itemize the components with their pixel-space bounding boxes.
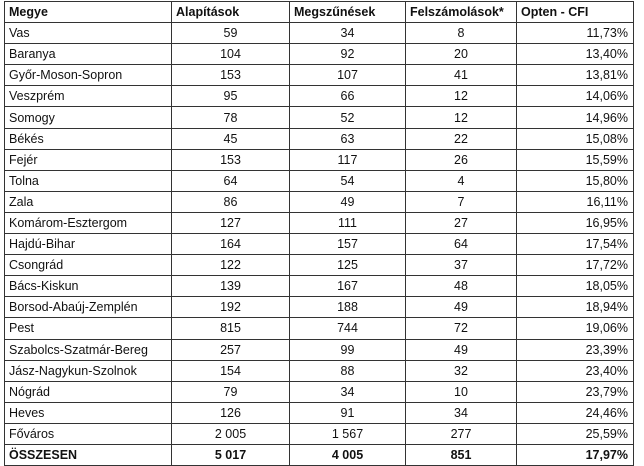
opten-cfi-cell: 15,08% — [517, 128, 634, 149]
county-cell: Pest — [5, 318, 172, 339]
table-row — [5, 276, 634, 297]
terminations-cell: 744 — [290, 318, 406, 339]
foundings-cell: 164 — [172, 234, 290, 255]
county-cell: Komárom-Esztergom — [5, 212, 172, 233]
foundings-cell: 126 — [172, 402, 290, 423]
liquidations-cell: 22 — [406, 128, 517, 149]
county-cell: Veszprém — [5, 86, 172, 107]
foundings-cell: 95 — [172, 86, 290, 107]
foundings-cell: 78 — [172, 107, 290, 128]
table-row — [5, 191, 634, 212]
table-row — [5, 318, 634, 339]
table-row — [5, 128, 634, 149]
liquidations-cell: 20 — [406, 44, 517, 65]
header-terminations: Megszűnések — [290, 2, 406, 23]
terminations-cell: 117 — [290, 149, 406, 170]
foundings-cell: 59 — [172, 23, 290, 44]
table-row — [5, 423, 634, 444]
table-row — [5, 360, 634, 381]
liquidations-cell: 277 — [406, 423, 517, 444]
foundings-cell: 122 — [172, 255, 290, 276]
table-row — [5, 234, 634, 255]
opten-cfi-cell: 17,72% — [517, 255, 634, 276]
header-opten-cfi: Opten - CFI — [517, 2, 634, 23]
liquidations-cell: 48 — [406, 276, 517, 297]
foundings-cell: 154 — [172, 360, 290, 381]
terminations-cell: 34 — [290, 381, 406, 402]
opten-cfi-cell: 16,11% — [517, 191, 634, 212]
table-body — [5, 23, 634, 466]
liquidations-cell: 72 — [406, 318, 517, 339]
liquidations-cell: 7 — [406, 191, 517, 212]
opten-cfi-cell: 14,06% — [517, 86, 634, 107]
terminations-cell: 34 — [290, 23, 406, 44]
opten-cfi-cell: 17,54% — [517, 234, 634, 255]
county-cell: Borsod-Abaúj-Zemplén — [5, 297, 172, 318]
header-county: Megye — [5, 2, 172, 23]
foundings-cell: 64 — [172, 170, 290, 191]
opten-cfi-cell: 16,95% — [517, 212, 634, 233]
terminations-cell: 91 — [290, 402, 406, 423]
liquidations-cell: 10 — [406, 381, 517, 402]
liquidations-cell: 41 — [406, 65, 517, 86]
county-cell: Zala — [5, 191, 172, 212]
liquidations-cell: 49 — [406, 339, 517, 360]
county-cell: Nógrád — [5, 381, 172, 402]
terminations-cell: 63 — [290, 128, 406, 149]
liquidations-cell: 851 — [406, 444, 517, 465]
liquidations-cell: 49 — [406, 297, 517, 318]
table-row — [5, 65, 634, 86]
county-cell: Heves — [5, 402, 172, 423]
county-cell: Főváros — [5, 423, 172, 444]
foundings-cell: 5 017 — [172, 444, 290, 465]
opten-cfi-cell: 15,80% — [517, 170, 634, 191]
foundings-cell: 45 — [172, 128, 290, 149]
header-liquidations: Felszámolások* — [406, 2, 517, 23]
table-row — [5, 381, 634, 402]
table-row — [5, 255, 634, 276]
opten-cfi-cell: 18,05% — [517, 276, 634, 297]
county-cell: Tolna — [5, 170, 172, 191]
table-row — [5, 170, 634, 191]
opten-cfi-cell: 18,94% — [517, 297, 634, 318]
opten-cfi-cell: 24,46% — [517, 402, 634, 423]
table-row — [5, 149, 634, 170]
terminations-cell: 99 — [290, 339, 406, 360]
foundings-cell: 127 — [172, 212, 290, 233]
terminations-cell: 88 — [290, 360, 406, 381]
foundings-cell: 86 — [172, 191, 290, 212]
county-cell: Baranya — [5, 44, 172, 65]
table-row — [5, 44, 634, 65]
liquidations-cell: 26 — [406, 149, 517, 170]
table-row — [5, 23, 634, 44]
foundings-cell: 104 — [172, 44, 290, 65]
county-cell: Győr-Moson-Sopron — [5, 65, 172, 86]
terminations-cell: 157 — [290, 234, 406, 255]
county-cell: Bács-Kiskun — [5, 276, 172, 297]
table-row — [5, 339, 634, 360]
table-row — [5, 402, 634, 423]
county-cell: Szabolcs-Szatmár-Bereg — [5, 339, 172, 360]
terminations-cell: 52 — [290, 107, 406, 128]
foundings-cell: 139 — [172, 276, 290, 297]
terminations-cell: 125 — [290, 255, 406, 276]
opten-cfi-cell: 23,39% — [517, 339, 634, 360]
foundings-cell: 257 — [172, 339, 290, 360]
opten-cfi-cell: 23,79% — [517, 381, 634, 402]
opten-cfi-cell: 13,40% — [517, 44, 634, 65]
terminations-cell: 1 567 — [290, 423, 406, 444]
liquidations-cell: 8 — [406, 23, 517, 44]
liquidations-cell: 4 — [406, 170, 517, 191]
county-cell: Csongrád — [5, 255, 172, 276]
terminations-cell: 4 005 — [290, 444, 406, 465]
terminations-cell: 54 — [290, 170, 406, 191]
county-cell: Vas — [5, 23, 172, 44]
header-foundings: Alapítások — [172, 2, 290, 23]
foundings-cell: 2 005 — [172, 423, 290, 444]
terminations-cell: 107 — [290, 65, 406, 86]
county-cell: Fejér — [5, 149, 172, 170]
opten-cfi-cell: 17,97% — [517, 444, 634, 465]
terminations-cell: 92 — [290, 44, 406, 65]
table-row — [5, 86, 634, 107]
header-row — [5, 2, 634, 23]
opten-cfi-cell: 25,59% — [517, 423, 634, 444]
opten-cfi-cell: 23,40% — [517, 360, 634, 381]
opten-cfi-cell: 15,59% — [517, 149, 634, 170]
liquidations-cell: 34 — [406, 402, 517, 423]
terminations-cell: 66 — [290, 86, 406, 107]
opten-cfi-cell: 14,96% — [517, 107, 634, 128]
terminations-cell: 49 — [290, 191, 406, 212]
county-statistics-table — [4, 1, 634, 466]
terminations-cell: 167 — [290, 276, 406, 297]
table-row — [5, 297, 634, 318]
liquidations-cell: 64 — [406, 234, 517, 255]
table-row — [5, 212, 634, 233]
total-row — [5, 444, 634, 465]
county-cell: Jász-Nagykun-Szolnok — [5, 360, 172, 381]
foundings-cell: 815 — [172, 318, 290, 339]
opten-cfi-cell: 13,81% — [517, 65, 634, 86]
liquidations-cell: 37 — [406, 255, 517, 276]
terminations-cell: 111 — [290, 212, 406, 233]
foundings-cell: 153 — [172, 65, 290, 86]
liquidations-cell: 32 — [406, 360, 517, 381]
opten-cfi-cell: 11,73% — [517, 23, 634, 44]
county-cell: Hajdú-Bihar — [5, 234, 172, 255]
table-row — [5, 107, 634, 128]
liquidations-cell: 12 — [406, 86, 517, 107]
terminations-cell: 188 — [290, 297, 406, 318]
county-cell: ÖSSZESEN — [5, 444, 172, 465]
county-cell: Somogy — [5, 107, 172, 128]
foundings-cell: 79 — [172, 381, 290, 402]
foundings-cell: 192 — [172, 297, 290, 318]
county-cell: Békés — [5, 128, 172, 149]
foundings-cell: 153 — [172, 149, 290, 170]
liquidations-cell: 27 — [406, 212, 517, 233]
liquidations-cell: 12 — [406, 107, 517, 128]
opten-cfi-cell: 19,06% — [517, 318, 634, 339]
